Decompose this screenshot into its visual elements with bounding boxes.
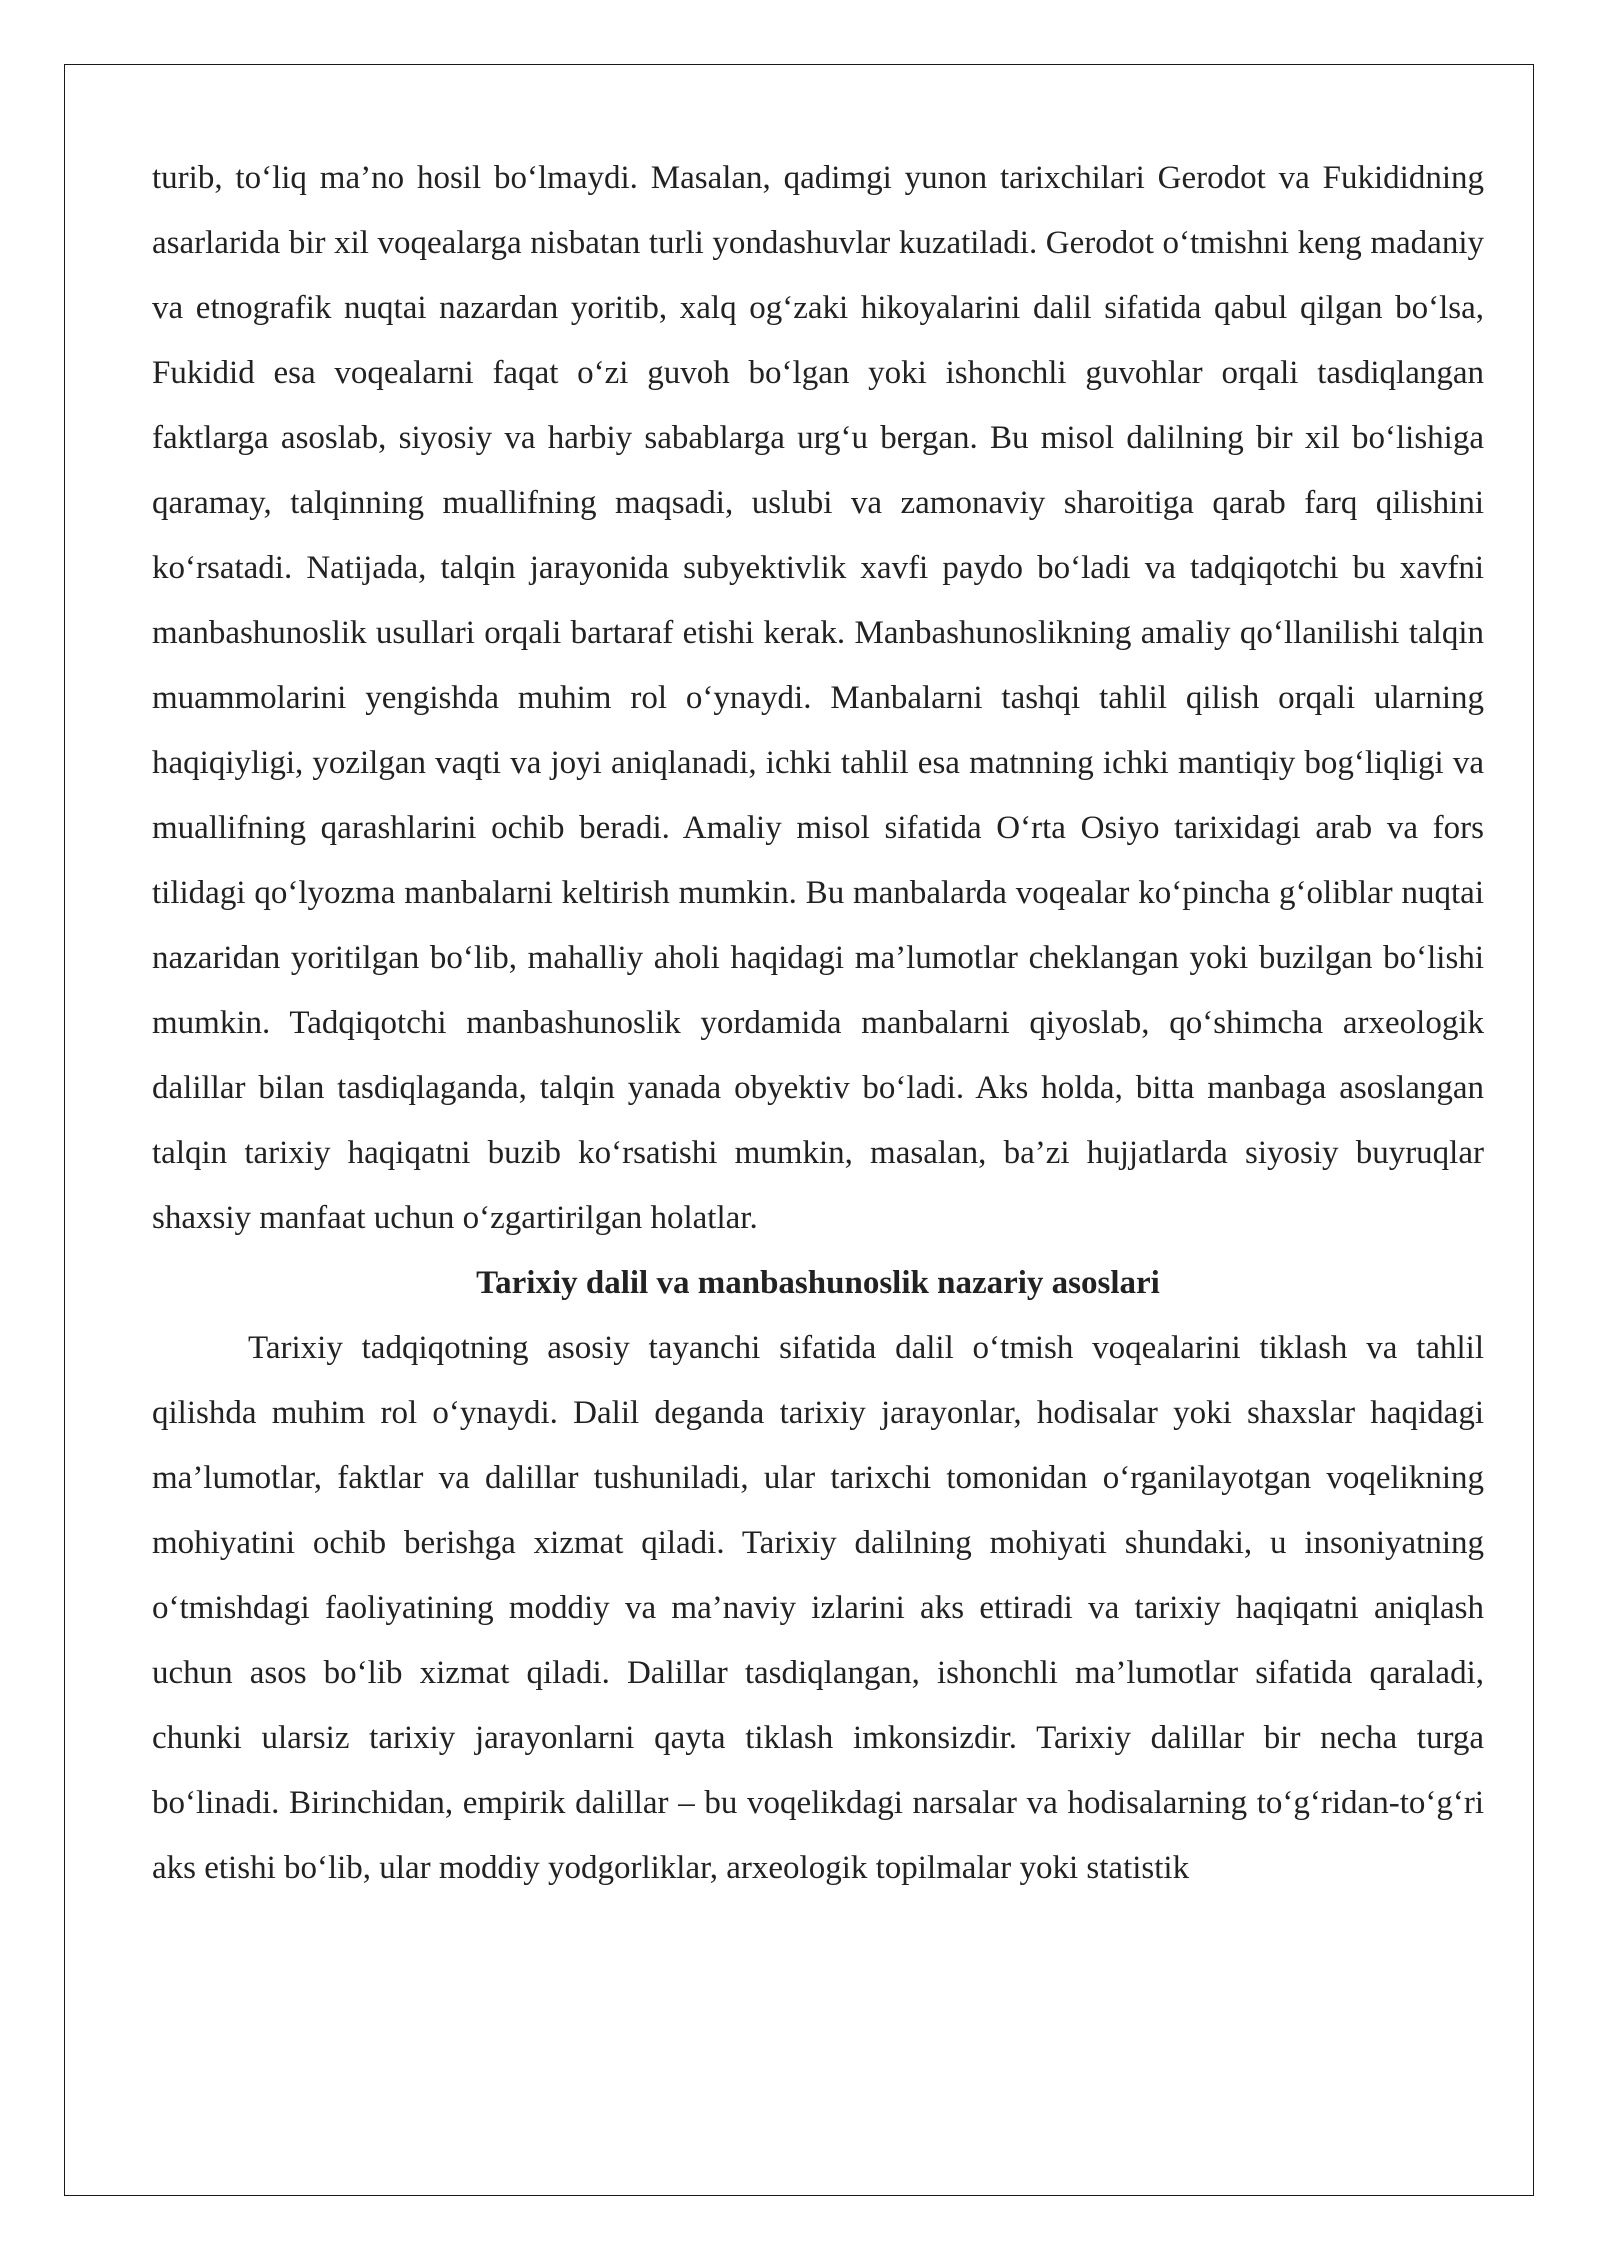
section-heading: Tarixiy dalil va manbashunoslik nazariy asoslari [476, 1265, 1160, 1301]
body-paragraph: turib, to‘liq ma’no hosil bo‘lmaydi. Masalan, qadimgi yunon tarixchilari Gerodot va Fukididning asarlarida bir xil voqealarga nisbatan turli yondashuvlar kuzatiladi. Gerodot o‘tmishni keng madaniy va etnografik nuqtai nazardan yoritib, xalq og‘zaki hikoyalarini dalil sifatida qabul qilgan bo‘lsa, Fukidid esa voqealarni faqat o‘zi guvoh bo‘lgan yoki ishonchli guvohlar orqali tasdiqlangan faktlarga asoslab, siyosiy va harbiy sabablarga urg‘u bergan. Bu misol dalilning bir xil bo‘lishiga qaramay, talqinning muallifning maqsadi, uslubi va zamonaviy sharoitiga qarab farq qilishini ko‘rsatadi. Natijada, talqin jarayonida subyektivlik xavfi paydo bo‘ladi va tadqiqotchi bu xavfni manbashunoslik usullari orqali bartaraf etishi kerak. Manbashunoslikning amaliy qo‘llanilishi talqin muammolarini yengishda muhim rol o‘ynaydi. Manbalarni tashqi tahlil qilish orqali ularning haqiqiyligi, yozilgan vaqti va joyi aniqlanadi, ichki tahlil esa matnning ichki mantiqiy bog‘liqligi va muallifning qarashlarini ochib beradi. Amaliy misol sifatida O‘rta Osiyo tarixidagi arab va fors tilidagi qo‘lyozma manbalarni keltirish mumkin. Bu manbalarda voqealar ko‘pincha g‘oliblar nuqtai nazaridan yoritilgan bo‘lib, mahalliy aholi haqidagi ma’lumotlar cheklangan yoki buzilgan bo‘lishi mumkin. Tadqiqotchi manbashunoslik yordamida manbalarni qiyoslab, qo‘shimcha arxeologik dalillar bilan tasdiqlaganda, talqin yanada obyektiv bo‘ladi. Aks holda, bitta manbaga asoslangan talqin tarixiy haqiqatni buzib ko‘rsatishi mumkin, masalan, ba’zi hujjatlarda siyosiy buyruqlar shaxsiy manfaat uchun o‘zgartirilgan holatlar. [152, 160, 1484, 1236]
document-body [152, 146, 1484, 1901]
body-paragraph: Tarixiy tadqiqotning asosiy tayanchi sifatida dalil o‘tmish voqealarini tiklash va tahlil qilishda muhim rol o‘ynaydi. Dalil deganda tarixiy jarayonlar, hodisalar yoki shaxslar haqidagi ma’lumotlar, faktlar va dalillar tushuniladi, ular tarixchi tomonidan o‘rganilayotgan voqelikning mohiyatini ochib berishga xizmat qiladi. Tarixiy dalilning mohiyati shundaki, u insoniyatning o‘tmishdagi faoliyatining moddiy va ma’naviy izlarini aks ettiradi va tarixiy haqiqatni aniqlash uchun asos bo‘lib xizmat qiladi. Dalillar tasdiqlangan, ishonchli ma’lumotlar sifatida qaraladi, chunki ularsiz tarixiy jarayonlarni qayta tiklash imkonsizdir. Tarixiy dalillar bir necha turga bo‘linadi. Birinchidan, empirik dalillar – bu voqelikdagi narsalar va hodisalarning to‘g‘ridan-to‘g‘ri aks etishi bo‘lib, ular moddiy yodgorliklar, arxeologik topilmalar yoki statistik [152, 1330, 1484, 1886]
